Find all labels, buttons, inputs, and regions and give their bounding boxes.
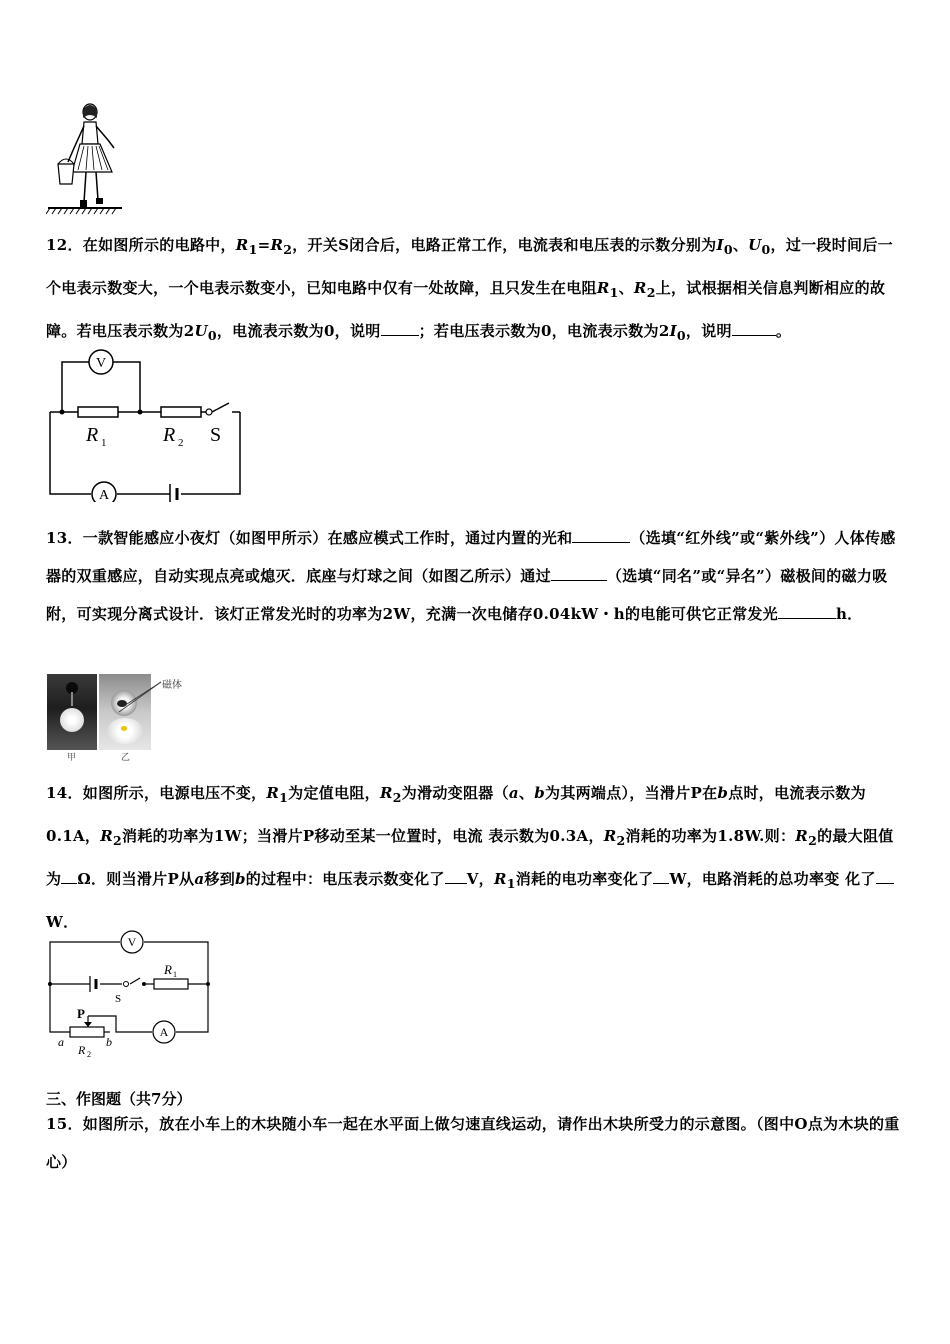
figure-b-label: 乙: [121, 753, 131, 763]
svg-text:1: 1: [101, 437, 107, 449]
answer-blank[interactable]: [778, 604, 836, 619]
night-light-photo-a: [47, 674, 97, 763]
figure-a-label: 甲: [67, 753, 77, 763]
q12-circuit-diagram: [46, 342, 246, 502]
end-b-label: b: [106, 1035, 112, 1049]
r1-label: R: [86, 424, 99, 446]
question-15: 15．如图所示，放在小车上的木块随小车一起在水平面上做匀速直线运动，请作出木块所受力的示意图。（图中O点为木块的重心）: [46, 1115, 900, 1171]
question-number: 12．: [46, 236, 83, 254]
question-number: 13．: [46, 529, 83, 547]
svg-text:2: 2: [87, 1050, 91, 1059]
q14-circuit-diagram: [44, 928, 216, 1060]
r2-label: R: [163, 424, 176, 446]
voltmeter-label: V: [127, 935, 137, 949]
svg-text:1: 1: [173, 970, 177, 979]
switch-label: S: [115, 993, 122, 1005]
answer-blank[interactable]: [732, 321, 776, 336]
r1-label: R: [164, 962, 172, 977]
answer-blank[interactable]: [381, 321, 419, 336]
question-14: 14．如图所示，电源电压不变，$R_1$为定值电阻，$R_2$为滑动变阻器（a、b为其两端点），当滑片P在b点时，电流表示数为0.1A，$R_2$消耗的功率为1W；当滑片P移动至某一位置时，电流 表示数为0.3A，$R_2$消耗的功率为1.8W.则：$R_2$的最大阻值为 Ω．则当滑片P从a移到b的过程中：电压表示数变化了 V，$R_1$消耗的电功率变化了 W，电路消耗的总功率变 化了W．: [46, 784, 894, 931]
r2-label: R: [78, 1043, 86, 1057]
girl-with-bucket-figure: [46, 100, 126, 216]
slider-label: P: [77, 1006, 85, 1021]
ammeter-label: A: [159, 1025, 169, 1039]
question-12: 12．在如图所示的电路中，$R_1=R_2$，开关S闭合后，电路正常工作，电流表和电压表的示数分别为$I_0$、$U_0$，过一段时间后一个电表示数变大，一个电表示数变小，已知电路中仅有一处故障，且只发生在电阻$R_1$、$R_2$上，试根据相关信息判断相应的故障。若电压表示数为$2U_0$，电流表示数为0，说明 ；若电压表示数为0，电流表示数为$2I_0$，说明 。: [46, 236, 893, 343]
answer-blank[interactable]: [876, 869, 894, 884]
answer-blank[interactable]: [551, 566, 607, 581]
question-13: 13．一款智能感应小夜灯（如图甲所示）在感应模式工作时，通过内置的光和 （选填“红外线”或“紫外线”）人体传感器的双重感应，自动实现点亮或熄灭．底座与灯球之间（如图乙所示）通过 （选填“同名”或“异名”）磁极间的磁力吸附，可实现分离式设计．该灯正常发光时的功率为2W，充满一次电储存0.04kW・h的电能可供它正常发光 h．: [46, 529, 896, 623]
answer-blank[interactable]: [445, 869, 467, 884]
answer-blank[interactable]: [653, 869, 669, 884]
switch-label: S: [210, 424, 222, 446]
answer-blank[interactable]: [61, 869, 77, 884]
section-title: 三、作图题（共7分）: [46, 1090, 192, 1108]
magnet-label: 磁体: [162, 680, 182, 691]
question-number: 14．: [46, 784, 83, 802]
ammeter-label: A: [98, 488, 110, 502]
voltmeter-label: V: [95, 356, 107, 371]
question-number: 15．: [46, 1115, 83, 1133]
answer-blank[interactable]: [572, 528, 630, 543]
end-a-label: a: [58, 1035, 64, 1049]
svg-text:2: 2: [178, 437, 184, 449]
